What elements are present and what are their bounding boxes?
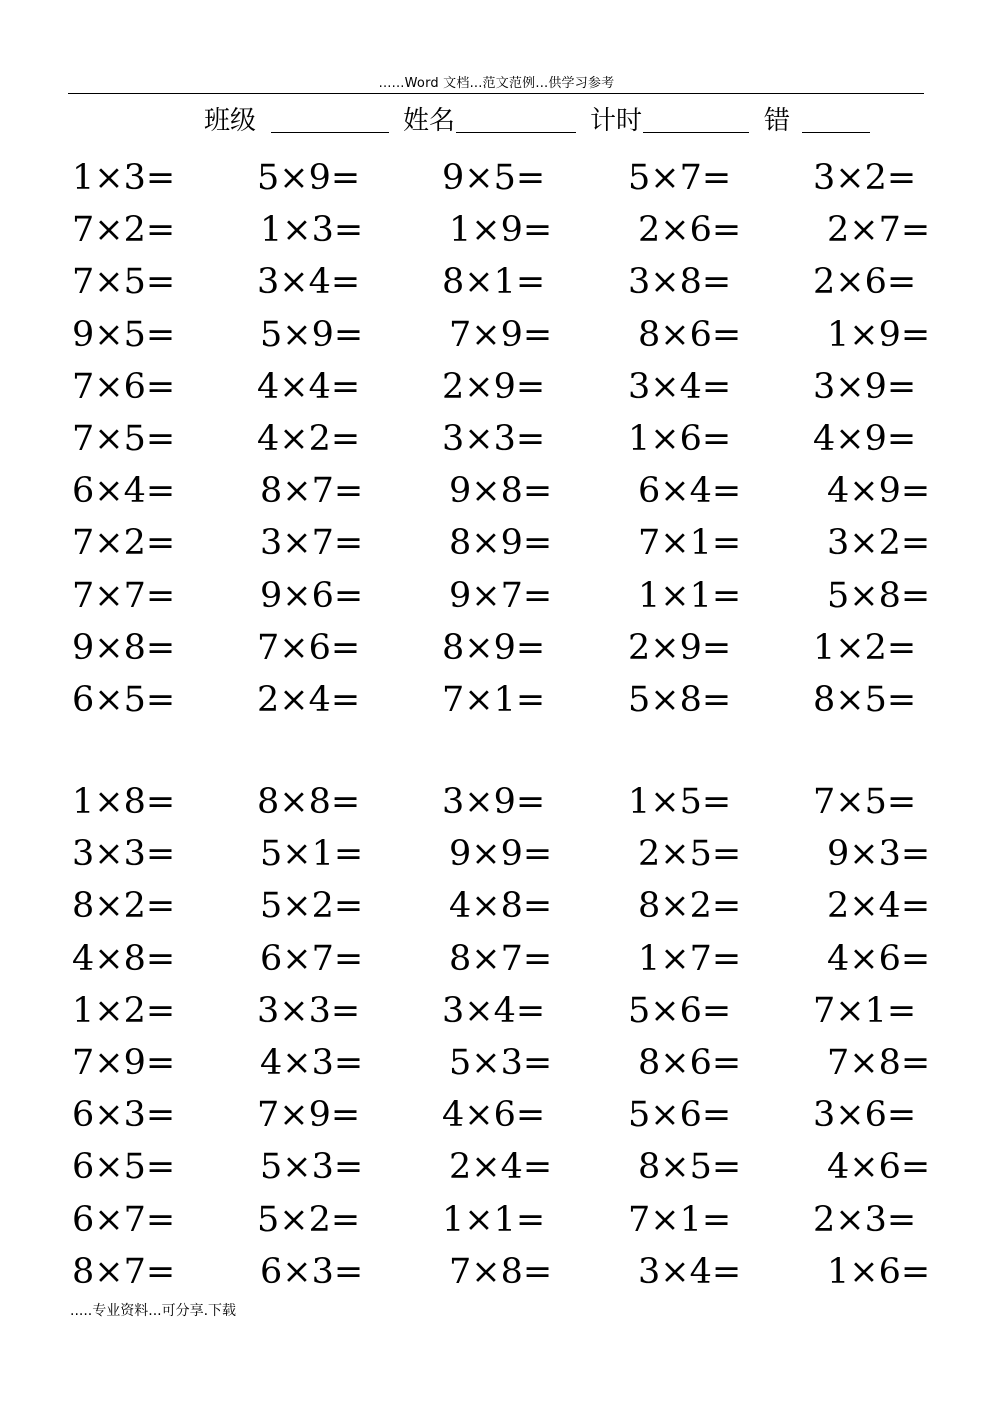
multiplication-problem: 8×1=	[442, 262, 546, 302]
multiplication-problem: 3×4=	[257, 262, 361, 302]
multiplication-problem: 1×2=	[72, 991, 176, 1031]
multiplication-problem: 5×6=	[628, 991, 732, 1031]
multiplication-problem: 5×7=	[628, 158, 732, 198]
multiplication-problem: 2×7=	[827, 210, 931, 250]
multiplication-problem: 5×3=	[260, 1147, 364, 1187]
multiplication-problem: 8×5=	[638, 1147, 742, 1187]
name-label: 姓名	[403, 106, 456, 136]
multiplication-problem: 7×2=	[72, 210, 176, 250]
wrong-label: 错	[764, 106, 791, 136]
multiplication-problem: 7×7=	[72, 576, 176, 616]
multiplication-problem: 7×1=	[638, 523, 742, 563]
multiplication-problem: 3×2=	[827, 523, 931, 563]
multiplication-problem: 8×7=	[449, 939, 553, 979]
class-label: 班级	[204, 106, 257, 136]
multiplication-problem: 9×3=	[827, 834, 931, 874]
multiplication-problem: 8×9=	[449, 523, 553, 563]
multiplication-problem: 1×2=	[813, 628, 917, 668]
multiplication-problem: 6×5=	[72, 1147, 176, 1187]
multiplication-problem: 4×6=	[442, 1095, 546, 1135]
multiplication-problem: 8×7=	[72, 1252, 176, 1292]
multiplication-problem: 5×9=	[257, 158, 361, 198]
page-footer-text: .....专业资料...可分享.下载	[70, 1303, 237, 1319]
multiplication-problem: 1×6=	[827, 1252, 931, 1292]
student-info-row	[0, 100, 993, 140]
time-label: 计时	[590, 106, 643, 136]
multiplication-problem: 2×4=	[257, 680, 361, 720]
multiplication-problem: 7×8=	[827, 1043, 931, 1083]
multiplication-problem: 2×9=	[628, 628, 732, 668]
multiplication-problem: 9×6=	[260, 576, 364, 616]
multiplication-problem: 1×1=	[638, 576, 742, 616]
multiplication-problem: 3×9=	[813, 367, 917, 407]
multiplication-problem: 9×5=	[72, 315, 176, 355]
multiplication-problem: 5×2=	[257, 1200, 361, 1240]
multiplication-problem: 1×9=	[449, 210, 553, 250]
multiplication-problem: 4×8=	[449, 886, 553, 926]
multiplication-problem: 7×8=	[449, 1252, 553, 1292]
multiplication-problem: 9×9=	[449, 834, 553, 874]
multiplication-problem: 8×6=	[638, 315, 742, 355]
multiplication-problem: 4×3=	[260, 1043, 364, 1083]
name-blank	[456, 132, 576, 133]
multiplication-problem: 9×5=	[442, 158, 546, 198]
multiplication-problem: 7×1=	[628, 1200, 732, 1240]
multiplication-problem: 2×6=	[813, 262, 917, 302]
multiplication-problem: 8×2=	[72, 886, 176, 926]
multiplication-problem: 3×4=	[442, 991, 546, 1031]
multiplication-problem: 3×9=	[442, 782, 546, 822]
multiplication-problem: 7×1=	[813, 991, 917, 1031]
multiplication-problem: 1×3=	[72, 158, 176, 198]
wrong-blank	[802, 132, 870, 133]
multiplication-problem: 1×5=	[628, 782, 732, 822]
multiplication-problem: 3×4=	[628, 367, 732, 407]
multiplication-problem: 5×8=	[628, 680, 732, 720]
multiplication-problem: 3×6=	[813, 1095, 917, 1135]
multiplication-problem: 3×2=	[813, 158, 917, 198]
multiplication-problem: 4×6=	[827, 1147, 931, 1187]
multiplication-problem: 8×9=	[442, 628, 546, 668]
multiplication-problem: 1×7=	[638, 939, 742, 979]
multiplication-problem: 3×3=	[442, 419, 546, 459]
multiplication-problem: 2×9=	[442, 367, 546, 407]
multiplication-problem: 2×4=	[827, 886, 931, 926]
multiplication-problem: 7×9=	[449, 315, 553, 355]
multiplication-problem: 8×5=	[813, 680, 917, 720]
multiplication-problem: 3×3=	[72, 834, 176, 874]
multiplication-problem: 6×7=	[260, 939, 364, 979]
multiplication-problem: 1×6=	[628, 419, 732, 459]
multiplication-problem: 1×8=	[72, 782, 176, 822]
multiplication-problem: 4×9=	[827, 471, 931, 511]
time-blank	[643, 132, 749, 133]
multiplication-problem: 7×1=	[442, 680, 546, 720]
multiplication-problem: 5×9=	[260, 315, 364, 355]
multiplication-problem: 9×8=	[72, 628, 176, 668]
multiplication-problem: 2×6=	[638, 210, 742, 250]
multiplication-problem: 6×4=	[638, 471, 742, 511]
multiplication-problem: 6×3=	[72, 1095, 176, 1135]
multiplication-problem: 8×8=	[257, 782, 361, 822]
multiplication-problem: 3×4=	[638, 1252, 742, 1292]
multiplication-problem: 4×4=	[257, 367, 361, 407]
header-divider	[68, 93, 924, 94]
multiplication-problem: 4×6=	[827, 939, 931, 979]
multiplication-problem: 4×8=	[72, 939, 176, 979]
multiplication-problem: 6×5=	[72, 680, 176, 720]
multiplication-problem: 2×5=	[638, 834, 742, 874]
multiplication-problem: 2×3=	[813, 1200, 917, 1240]
multiplication-problem: 2×4=	[449, 1147, 553, 1187]
multiplication-problem: 7×6=	[257, 628, 361, 668]
multiplication-problem: 7×5=	[72, 262, 176, 302]
multiplication-problem: 7×5=	[72, 419, 176, 459]
multiplication-problem: 8×7=	[260, 471, 364, 511]
multiplication-problem: 6×4=	[72, 471, 176, 511]
multiplication-problem: 5×3=	[449, 1043, 553, 1083]
multiplication-problem: 7×5=	[813, 782, 917, 822]
multiplication-problem: 5×1=	[260, 834, 364, 874]
multiplication-problem: 3×8=	[628, 262, 732, 302]
multiplication-problem: 1×3=	[260, 210, 364, 250]
multiplication-problem: 1×9=	[827, 315, 931, 355]
multiplication-problem: 1×1=	[442, 1200, 546, 1240]
multiplication-problem: 4×2=	[257, 419, 361, 459]
multiplication-problem: 3×3=	[257, 991, 361, 1031]
multiplication-problem: 7×9=	[72, 1043, 176, 1083]
multiplication-problem: 8×6=	[638, 1043, 742, 1083]
multiplication-problem: 6×7=	[72, 1200, 176, 1240]
multiplication-problem: 9×7=	[449, 576, 553, 616]
multiplication-problem: 7×6=	[72, 367, 176, 407]
multiplication-problem: 3×7=	[260, 523, 364, 563]
multiplication-problem: 5×8=	[827, 576, 931, 616]
multiplication-problem: 5×6=	[628, 1095, 732, 1135]
multiplication-problem: 8×2=	[638, 886, 742, 926]
class-blank	[271, 132, 389, 133]
multiplication-problem: 5×2=	[260, 886, 364, 926]
multiplication-problem: 6×3=	[260, 1252, 364, 1292]
multiplication-problem: 4×9=	[813, 419, 917, 459]
page-header-text: ......Word 文档...范文范例...供学习参考	[378, 76, 615, 91]
multiplication-problem: 9×8=	[449, 471, 553, 511]
multiplication-problem: 7×2=	[72, 523, 176, 563]
multiplication-problem: 7×9=	[257, 1095, 361, 1135]
